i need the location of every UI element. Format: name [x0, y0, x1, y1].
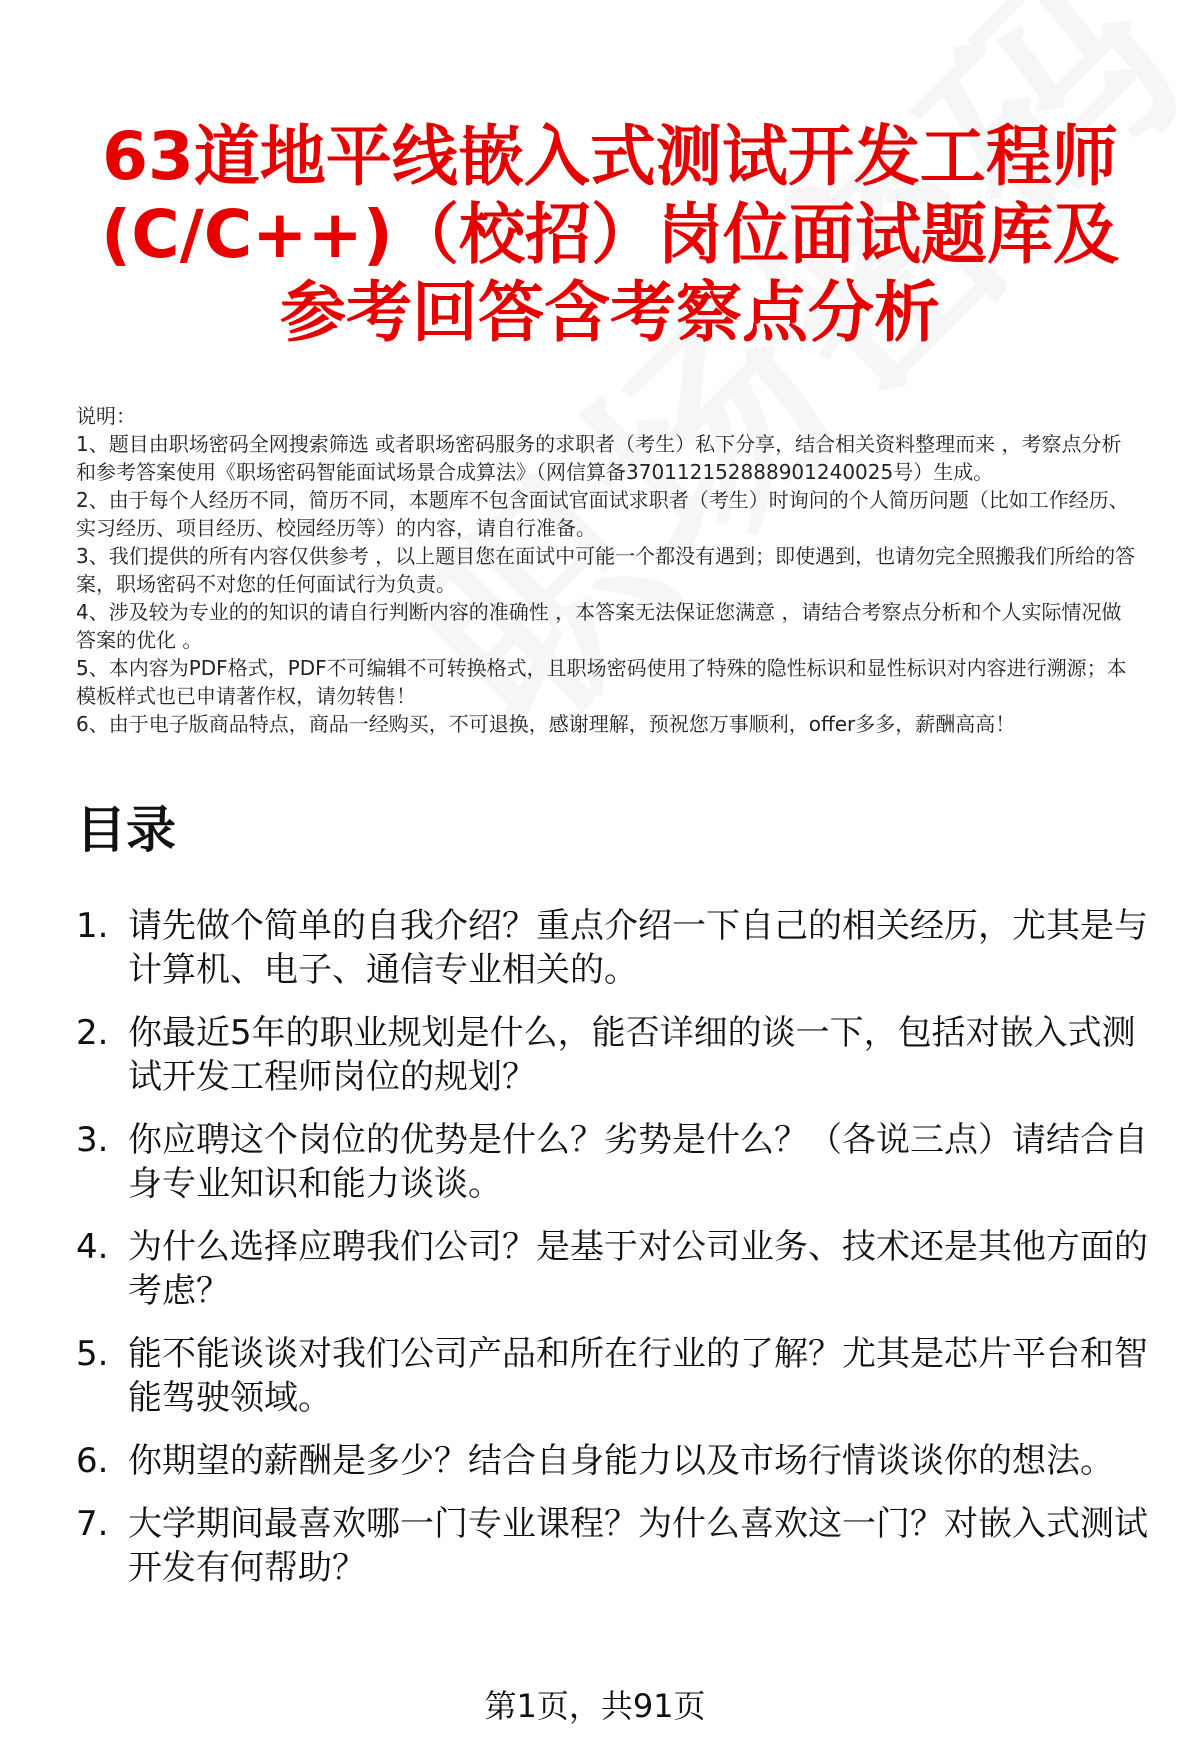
notes-heading: 说明：: [76, 404, 136, 428]
toc-item[interactable]: [76, 904, 1166, 992]
toc-item-text: 你应聘这个岗位的优势是什么？劣势是什么？（各说三点）请结合自身专业知识和能力谈谈。: [128, 1120, 1148, 1204]
note-item: 2、由于每个人经历不同，简历不同，本题库不包含面试官面试求职者（考生）时询问的个人简历问题（比如工作经历、实习经历、项目经历、校园经历等）的内容，请自行准备。: [76, 488, 1129, 540]
toc-item-text: 你期望的薪酬是多少？结合自身能力以及市场行情谈谈你的想法。: [128, 1441, 1114, 1481]
toc-item-number: 3.: [76, 1120, 109, 1160]
page-footer: 第1页，共91页: [484, 1687, 706, 1725]
toc-item[interactable]: [76, 1225, 1166, 1313]
toc-item[interactable]: [76, 1332, 1166, 1420]
note-item: 5、本内容为PDF格式，PDF不可编辑不可转换格式，且职场密码使用了特殊的隐性标识和显性标识对内容进行溯源；本模板样式也已申请著作权，请勿转售！: [76, 656, 1127, 708]
toc-item-number: 6.: [76, 1441, 109, 1481]
toc-item[interactable]: [76, 1439, 1166, 1483]
toc-item-text: 大学期间最喜欢哪一门专业课程？为什么喜欢这一门？对嵌入式测试开发有何帮助？: [128, 1504, 1148, 1588]
toc-item-number: 4.: [76, 1227, 109, 1267]
note-item: 3、我们提供的所有内容仅供参考 ，以上题目您在面试中可能一个都没有遇到；即使遇到，也请勿完全照搬我们所给的答案，职场密码不对您的任何面试行为负责。: [76, 544, 1136, 596]
toc-list: [76, 904, 1166, 1609]
toc-item-text: 你最近5年的职业规划是什么，能否详细的谈一下，包括对嵌入式测试开发工程师岗位的规划？: [128, 1013, 1136, 1097]
toc-item-number: 5.: [76, 1334, 109, 1374]
note-item: 6、由于电子版商品特点，商品一经购买，不可退换，感谢理解，预祝您万事顺利，offer多多，薪酬高高！: [76, 712, 1016, 736]
document-title: 63道地平线嵌入式测试开发工程师(C/C++)（校招）岗位面试题库及参考回答含考察点分析: [101, 118, 1119, 351]
toc-item-number: 1.: [76, 906, 109, 946]
toc-item[interactable]: [76, 1011, 1166, 1099]
notes-section: [76, 402, 1136, 738]
note-item: 1、题目由职场密码全网搜索筛选 或者职场密码服务的求职者（考生）私下分享，结合相关资料整理而来 ，考察点分析和参考答案使用《职场密码智能面试场景合成算法》（网信算备370112152888901240025号）生成。: [76, 432, 1122, 484]
toc-item-number: 2.: [76, 1013, 109, 1053]
note-item: 4、涉及较为专业的的知识的请自行判断内容的准确性 ，本答案无法保证您满意 ，请结合考察点分析和个人实际情况做答案的优化 。: [76, 600, 1122, 652]
toc-item-number: 7.: [76, 1504, 109, 1544]
toc-item-text: 请先做个简单的自我介绍？重点介绍一下自己的相关经历，尤其是与计算机、电子、通信专业相关的。: [128, 906, 1148, 990]
toc-item[interactable]: [76, 1502, 1166, 1590]
toc-item-text: 能不能谈谈对我们公司产品和所在行业的了解？尤其是芯片平台和智能驾驶领域。: [128, 1334, 1148, 1418]
toc-item[interactable]: [76, 1118, 1166, 1206]
toc-heading: 目录: [76, 801, 176, 859]
toc-item-text: 为什么选择应聘我们公司？是基于对公司业务、技术还是其他方面的考虑？: [128, 1227, 1148, 1311]
